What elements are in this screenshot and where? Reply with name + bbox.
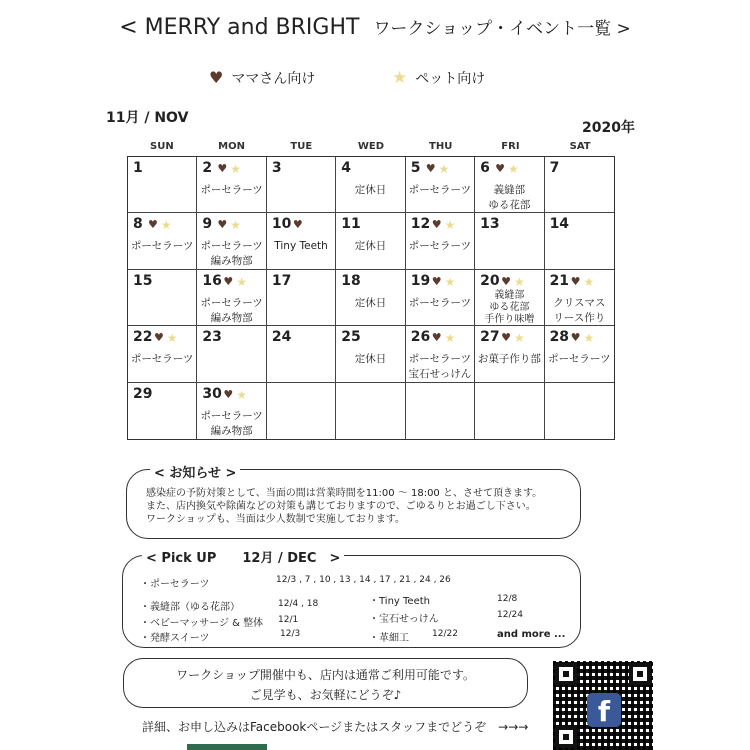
day-events: [545, 296, 614, 326]
event-label: ポーセラーツ: [200, 296, 263, 309]
calendar-day-cell: [545, 326, 614, 382]
calendar-day-cell: [475, 213, 544, 269]
day-number: 28: [549, 329, 570, 346]
calendar-day-cell: [128, 157, 197, 213]
heart-icon: ♥: [223, 274, 234, 288]
heart-icon: ♥: [209, 68, 224, 87]
day-number: 21: [549, 272, 570, 289]
star-icon: ★: [508, 162, 519, 176]
event-label: お菓子作り部: [477, 353, 541, 366]
day-marks: [571, 332, 595, 344]
day-number: 15: [133, 272, 153, 289]
day-events: [267, 239, 335, 254]
day-number: 6: [480, 160, 490, 176]
page-title: < MERRY and BRIGHT ワークショップ・イベント一覧 >: [119, 15, 631, 40]
event-label: ポーセラーツ: [131, 353, 194, 366]
star-icon: ★: [160, 218, 172, 233]
legend-pet: ★ ペット向け: [392, 67, 486, 88]
event-label: リース作り: [553, 311, 606, 324]
day-events: [406, 352, 474, 382]
event-label: ポーセラーツ: [408, 353, 472, 366]
calendar-day-cell: [336, 383, 405, 439]
pickup-item-dates: 12/8: [497, 594, 518, 604]
qr-finder: [555, 663, 577, 685]
heart-icon: ♥: [570, 331, 581, 345]
day-marks: [426, 163, 450, 175]
heart-icon: ♥: [223, 387, 234, 401]
event-label: ポーセラーツ: [200, 240, 263, 253]
day-events: [336, 239, 404, 254]
calendar-day-cell: [128, 383, 197, 439]
day-number: 8: [133, 216, 143, 233]
day-marks: [432, 276, 456, 288]
pickup-item-name: ・Tiny Teeth: [369, 596, 430, 607]
heart-icon: ♥: [495, 162, 506, 175]
weekday-sat: SAT: [569, 141, 591, 152]
day-number: 10: [271, 216, 292, 233]
calendar-day-cell: [475, 326, 544, 382]
day-marks: [217, 163, 241, 175]
weekday-thu: THU: [429, 141, 453, 152]
calendar-day-cell: [128, 213, 197, 269]
weekday-tue: TUE: [290, 141, 313, 152]
heart-icon: ♥: [154, 331, 164, 345]
calendar-day-cell: [475, 157, 544, 213]
event-label: ゆる花部: [488, 199, 531, 211]
pickup-item-dates: 12/22: [432, 629, 458, 639]
pickup-item-name: ・革細工: [369, 633, 409, 644]
day-events: [406, 239, 474, 254]
star-icon: ★: [392, 67, 408, 88]
heart-icon: ♥: [292, 218, 303, 232]
day-marks: [154, 332, 178, 344]
day-marks: [223, 389, 247, 401]
day-marks: [432, 332, 456, 344]
day-events: [475, 183, 543, 213]
day-number: 11: [341, 216, 361, 233]
pickup-item-dates: 12/1: [278, 615, 299, 625]
calendar-day-cell: [336, 213, 405, 269]
day-number: 5: [410, 160, 421, 176]
star-icon: ★: [166, 331, 178, 346]
day-events: [406, 183, 474, 198]
day-number: 4: [341, 160, 352, 176]
day-number: 18: [341, 272, 361, 289]
event-label: ポーセラーツ: [408, 240, 472, 253]
weekday-header: [127, 141, 615, 152]
event-label: ポーセラーツ: [200, 409, 263, 422]
visit-line-2: ご見学も、お気軽にどうぞ♪: [249, 688, 402, 702]
star-icon: ★: [444, 331, 456, 346]
pickup-more: and more ...: [497, 629, 566, 640]
calendar-day-cell: [475, 270, 544, 326]
year-label: 2020年: [582, 120, 635, 136]
day-events: [475, 290, 543, 326]
star-icon: ★: [444, 218, 456, 233]
pickup-item-name: ・ベビーマッサージ & 整体: [140, 618, 264, 629]
calendar-day-cell: [267, 383, 336, 439]
facebook-icon: f: [587, 693, 621, 727]
event-label: 手作り味噌: [484, 313, 535, 325]
star-icon: ★: [514, 331, 525, 346]
heart-icon: ♥: [570, 274, 581, 288]
calendar-day-cell: [406, 157, 475, 213]
star-icon: ★: [583, 331, 595, 346]
pickup-item-name: ・発酵スイーツ: [140, 633, 210, 644]
star-icon: ★: [583, 274, 595, 289]
day-events: [336, 352, 404, 367]
day-number: 30: [202, 385, 222, 402]
day-number: 13: [480, 216, 500, 233]
event-label: 宝石せっけん: [408, 368, 472, 381]
calendar-grid: [127, 156, 615, 440]
weekday-wed: WED: [357, 141, 385, 152]
day-number: 19: [410, 272, 431, 289]
calendar-day-cell: [545, 157, 614, 213]
calendar-day-cell: [336, 270, 405, 326]
day-number: 25: [341, 329, 361, 346]
day-events: [406, 296, 474, 311]
calendar-day-cell: [197, 213, 266, 269]
notice-line: 感染症の予防対策として、当面の間は営業時間を11:00 ～ 18:00 と、させて頂きます。: [146, 488, 543, 499]
day-number: 12: [410, 216, 431, 233]
heart-icon: ♥: [217, 218, 228, 232]
day-events: [128, 352, 196, 367]
calendar-day-cell: [406, 326, 475, 382]
facebook-qr-code[interactable]: [553, 661, 653, 750]
event-label: 定休日: [354, 353, 387, 366]
star-icon: ★: [236, 387, 248, 402]
day-events: [475, 352, 543, 367]
visit-line-1: ワークショップ開催中も、店内は通常ご利用可能です。: [176, 668, 475, 682]
day-number: 26: [410, 329, 431, 346]
day-number: 3: [271, 160, 282, 176]
heart-icon: ♥: [431, 331, 442, 345]
day-events: [128, 239, 196, 254]
day-marks: [293, 219, 303, 230]
event-label: ポーセラーツ: [131, 240, 194, 253]
weekday-fri: FRI: [501, 141, 520, 152]
heart-icon: ♥: [431, 218, 442, 232]
calendar-day-cell: [336, 157, 405, 213]
event-label: クリスマス: [553, 296, 606, 309]
pickup-item-dates: 12/3: [280, 629, 301, 639]
pickup-item-name: ・義縫部（ゆる花部）: [140, 602, 240, 613]
day-events: [336, 183, 404, 198]
weekday-mon: MON: [218, 141, 245, 152]
event-label: ポーセラーツ: [408, 184, 472, 196]
pickup-item-name: ・ポーセラーツ: [140, 579, 210, 590]
calendar-day-cell: [267, 326, 336, 382]
calendar-day-cell: [197, 270, 266, 326]
day-marks: [223, 276, 247, 288]
event-label: 編み物部: [210, 311, 253, 324]
calendar-day-cell: [406, 383, 475, 439]
day-events: [197, 296, 265, 326]
calendar-day-cell: [128, 326, 197, 382]
weekday-sun: SUN: [150, 141, 174, 152]
day-number: 17: [271, 272, 292, 289]
day-marks: [148, 219, 172, 231]
event-label: 編み物部: [210, 424, 253, 437]
legend-mama: ♥ ママさん向け: [209, 68, 316, 87]
month-label: 11月 / NOV: [106, 110, 189, 126]
day-number: 29: [133, 385, 153, 402]
event-label: 義縫部: [494, 289, 525, 301]
star-icon: ★: [514, 274, 525, 289]
heart-icon: ♥: [425, 162, 436, 175]
day-marks: [501, 276, 525, 288]
heart-icon: ♥: [217, 162, 228, 175]
day-number: 24: [271, 329, 292, 346]
event-label: Tiny Teeth: [274, 240, 328, 253]
calendar-day-cell: [475, 383, 544, 439]
day-number: 14: [549, 216, 570, 233]
pickup-item-dates: 12/24: [497, 610, 523, 620]
calendar-day-cell: [267, 270, 336, 326]
event-label: 定休日: [354, 296, 387, 309]
event-label: ゆる花部: [489, 301, 530, 313]
event-label: 定休日: [354, 184, 387, 196]
notice-line: ワークショップも、当面は少人数制で実施しております。: [146, 514, 405, 525]
calendar-day-cell: [128, 270, 197, 326]
calendar-day-cell: [545, 383, 614, 439]
star-icon: ★: [230, 218, 242, 233]
day-events: [197, 409, 265, 439]
calendar-day-cell: [197, 326, 266, 382]
calendar-day-cell: [406, 270, 475, 326]
event-label: ポーセラーツ: [548, 353, 611, 366]
day-marks: [217, 219, 241, 231]
qr-finder: [629, 663, 651, 685]
day-events: [336, 296, 404, 311]
calendar-day-cell: [267, 157, 336, 213]
day-events: [545, 352, 614, 367]
star-icon: ★: [230, 162, 242, 176]
heart-icon: ♥: [501, 331, 512, 345]
calendar-day-cell: [267, 213, 336, 269]
star-icon: ★: [444, 274, 456, 289]
day-number: 7: [549, 160, 560, 176]
notice-line: また、店内換気や除菌などの対策も講じておりますので、ごゆるりとお過ごし下さい。: [146, 501, 536, 512]
pickup-item-name: ・宝石せっけん: [369, 614, 439, 625]
detail-text: 詳細、お申し込みはFacebookページまたはスタッフまでどうぞ →→→: [142, 720, 529, 734]
day-marks: [501, 332, 525, 344]
calendar-day-cell: [197, 157, 266, 213]
day-number: 23: [202, 329, 222, 346]
day-events: [197, 239, 265, 269]
day-number: 9: [202, 216, 213, 233]
calendar-day-cell: [406, 213, 475, 269]
day-marks: [571, 276, 595, 288]
heart-icon: ♥: [431, 274, 442, 288]
calendar-day-cell: [197, 383, 266, 439]
pickup-item-dates: 12/3 , 7 , 10 , 13 , 14 , 17 , 21 , 24 , 26: [276, 575, 451, 585]
pickup-item-dates: 12/4 , 18: [278, 599, 319, 609]
day-number: 20: [480, 272, 500, 289]
event-label: 義縫部: [493, 184, 526, 196]
notice-title: < お知らせ >: [150, 462, 240, 481]
event-label: ポーセラーツ: [408, 296, 472, 309]
heart-icon: ♥: [501, 274, 512, 288]
notice-body: [146, 487, 576, 526]
day-number: 27: [480, 329, 500, 346]
pickup-title: < Pick UP 12月 / DEC >: [142, 547, 344, 566]
star-icon: ★: [236, 274, 248, 289]
calendar-day-cell: [336, 326, 405, 382]
day-number: 1: [133, 160, 143, 176]
day-marks: [495, 163, 519, 175]
day-number: 16: [202, 272, 222, 289]
qr-finder: [555, 726, 577, 748]
day-marks: [432, 219, 456, 231]
heart-icon: ♥: [148, 218, 158, 232]
day-events: [197, 183, 265, 198]
green-button[interactable]: [187, 744, 267, 750]
event-label: ポーセラーツ: [200, 184, 263, 196]
calendar-day-cell: [545, 213, 614, 269]
day-number: 22: [133, 329, 153, 346]
star-icon: ★: [438, 162, 450, 176]
event-label: 編み物部: [210, 255, 253, 268]
calendar-day-cell: [545, 270, 614, 326]
event-label: 定休日: [354, 240, 387, 253]
day-number: 2: [202, 160, 213, 176]
